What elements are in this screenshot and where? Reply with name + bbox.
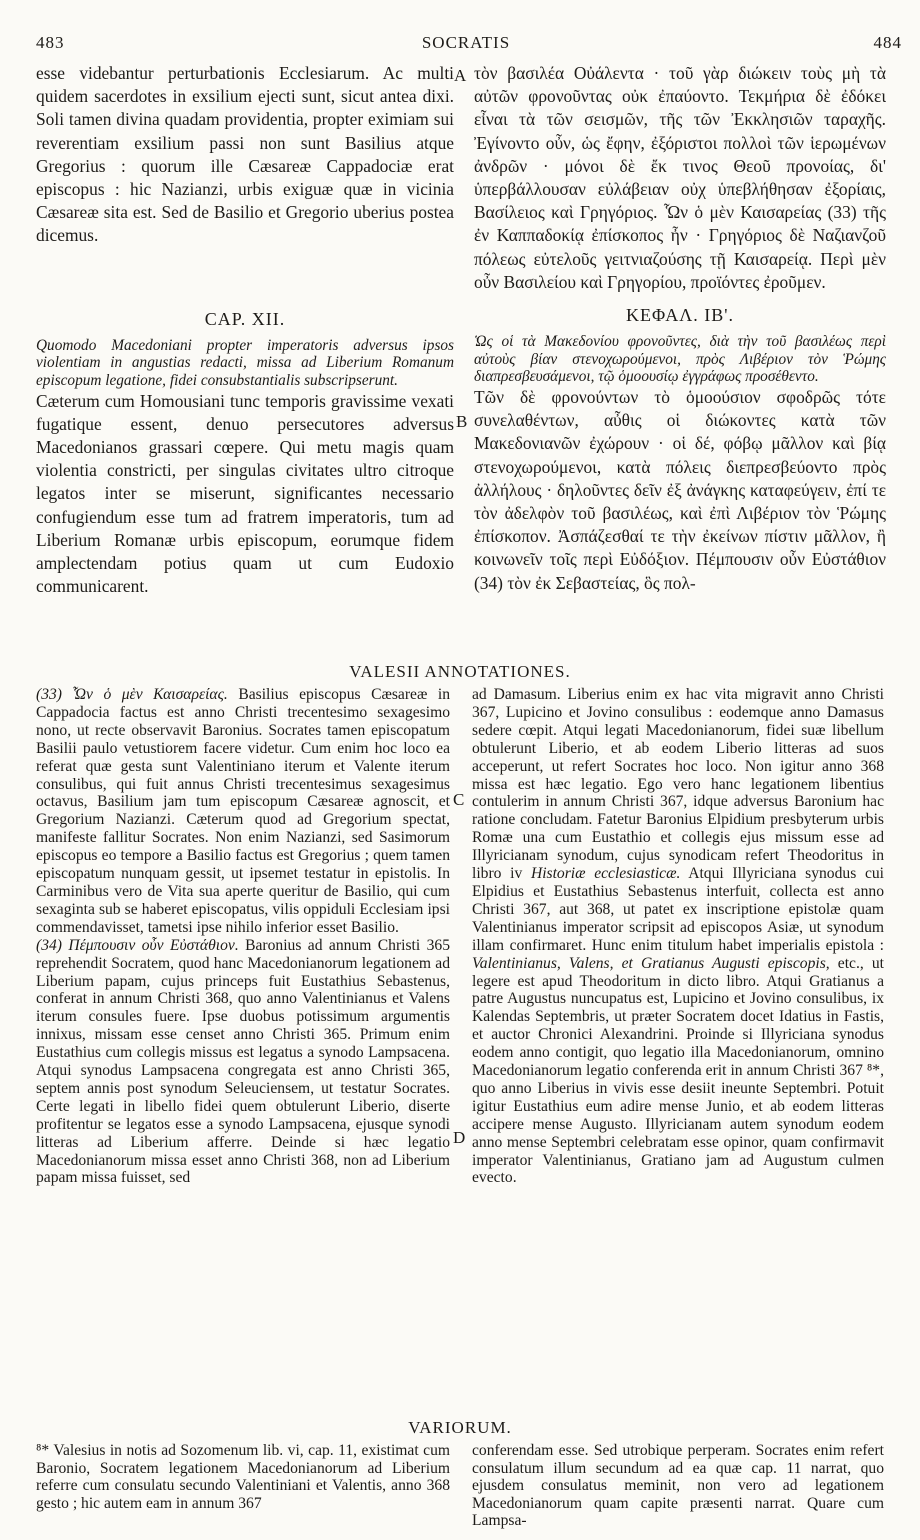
- running-title: SOCRATIS: [421, 33, 511, 52]
- annotation-33-lemma: (33) Ὧν ὁ μὲν Καισαρείας.: [36, 686, 228, 703]
- latin-paragraph-2: Cæterum cum Homousiani tunc temporis gravissime vexati fugatique essent, denuo persecutores adversus Macedonianos grassari cœpere. Qui metu magis quam violentia constricti, per singulas civitates ultro citroque legatos inter se miserunt, significantes necessario confugiendum esse tum ad fratrem imperatoris, tum ad Liberium Romanæ urbis episcopum, eorumque fidem amplectendam potius quam ut cum Eudoxio communicarent.: [36, 390, 454, 597]
- annotations-title: VALESII ANNOTATIONES.: [349, 662, 571, 681]
- page-number-left: 483: [36, 33, 65, 52]
- greek-paragraph-2: Τῶν δὲ φρονούντων τὸ ὁμοούσιον σφοδρῶς τότε συνελαθέντων, αὖθις οἱ διώκοντες κατὰ τῶν Μακεδονιανῶν ἐχώρουν · οἱ δέ, φόβῳ μᾶλλον καὶ βίᾳ στενοχωρούμενοι, κατὰ πόλεις διεπρεσβεύοντο πρὸς ἀλλήλους · δηλοῦντες δεῖν ἐξ ἀνάγκης καταφεύγειν, ἐπί τε τὸν ἀδελφὸν τοῦ βασιλέως, καὶ ἐπὶ Λιβέριον τὸν Ῥώμης ἐπίσκοπον. Ἀσπάζεσθαί τε τὴν ἐκείνων πίστιν μᾶλλον, ἢ κοινωνεῖν τοῖς περὶ Εὐδόξιον. Πέμπουσιν οὖν Εὐστάθιον (34) τὸν ἐκ Σεβαστείας, ὃς πολ-: [474, 387, 886, 593]
- margin-letter-d: D: [453, 1128, 466, 1147]
- annotations-left-column: [36, 686, 450, 1187]
- latin-column: [36, 62, 454, 598]
- annotation-34-cont-italic-2: Valentinianus, Valens, et Gratianus Augusti episcopis,: [472, 954, 830, 972]
- margin-letter-b: B: [456, 412, 468, 431]
- greek-chapter-heading: ΚΕΦΑΛ. ΙΒ'.: [625, 305, 735, 326]
- annotation-33-text: Basilius episcopus Cæsareæ in Cappadocia factus est anno Christi trecentesimo sexagesimo nono, ut recte observavit Baronius. Socrates tamen episcopatum Basilii paulo vetustiorem facere videtur. Cum enim hoc loco ea referat quæ gesta sunt Valentiniano iterum et Valente iterum consulibus, qui fuit annus Christi trecentesimus sexagesimus octavus, Basilium jam tum episcopum Cæsareæ agnoscit, et Gregorium Nazianzi. Cæterum quod ad Gregorium spectat, manifeste fallitur Socrates. Non enim Nazianzi, sed Sasimorum episcopus eo tempore a Basilio factus est Gregorius ; quem tamen episcopatum nunquam gessit, ut ipsemet testatur in epistolis. In Carminibus vero de Vita sua aperte queritur de Basilio, qui cum sexaginta sub se haberet episcopatus, vilis oppiduli Ecclesiam ipsi commendavisset, tametsi ipse nihilo inferior esset Basilio.: [36, 686, 450, 936]
- variorum-title: VARIORUM.: [408, 1418, 512, 1437]
- latin-paragraph-1: esse videbantur perturbationis Ecclesiarum. Ac multi quidem sacerdotes in exsilium ejecti sunt, sicut antea dixi. Soli tamen divina quadam providentia, propter eximiam sui reverentiam exsilium passi non sunt Basilius atque Gregorius : quorum ille Cæsareæ Cappadociæ erat episcopus : hic Nazianzi, urbis exiguæ quæ in vicinia Cæsareæ sita est. Sed de Basilio et Gregorio uberius postea dicemus.: [36, 63, 454, 246]
- variorum-left-column: ⁸* Valesius in notis ad Sozomenum lib. vi, cap. 11, existimat cum Baronio, Socratem legationem Macedonianorum ad Liberium referre cum consulatu secundo Valentiniani et Valentis, anno 368 gesto ; hic autem eam in annum 367: [36, 1442, 450, 1512]
- annotation-34-cont-italic-1: Historiæ ecclesiasticæ.: [530, 865, 681, 883]
- running-header: [30, 33, 902, 55]
- annotation-34-text: Baronius ad annum Christi 365 reprehendit Socratem, quod hanc Macedonianorum legationem ad Liberium papam, cujus princeps fuit Eustathius Sebastenus, conferat in annum Christi 368, quo anno Valentinianus et Valens iterum consules fuere. Ipse duobus potissimum argumentis innixus, missam esse censet anno Christi 365. Primum enim Eustathius cum collegis missus est legatus a synodo Lampsacena. Atqui synodus Lampsacena congregata est anno Christi 365, septem annis post synodum Seleuciensem, ut testatur Socrates. Certe legati in libello fidei quem obtulerunt Liberio, diserte profitentur se legatos esse a synodo Lampsacena, ejusque synodi litteras ad Liberium afferre. Deinde si hæc legatio Macedonianorum missa esset anno Christi 368, non ad Liberium papam missa fuisset, sed: [36, 936, 450, 1187]
- margin-letter-a: A: [454, 66, 467, 85]
- annotation-34: [36, 937, 450, 1188]
- annotation-34-lemma: (34) Πέμπουσιν οὖν Εὐστάθιον.: [36, 936, 239, 954]
- page-number-right: 484: [873, 33, 902, 52]
- annotation-34-continued: [472, 686, 884, 1187]
- variorum-right-column: conferendam esse. Sed utrobique perperam. Socrates enim refert consulatum illum secundum ad ea quæ cap. 11 narrat, quo ejusdem consulatus meminit, non vero ad legationem Macedonianorum quam capite præsenti narrat. Quare cum Lampsa-: [472, 1442, 884, 1530]
- annotation-34-cont-b: Atqui Illyriciana synodus cui Elpidius et Eustathius Sebastenus interfuit, collecta est anno Christi 367, aut 368, ut patet ex inscriptione epistolæ quam Valentinianus imperator scripsit ad episcopos Asiæ, ut synodum illam confirmaret. Hunc enim titulum habet imperialis epistola :: [472, 865, 884, 954]
- latin-chapter-heading: CAP. XII.: [204, 308, 286, 329]
- margin-letter-c: C: [453, 790, 465, 809]
- greek-chapter-summary: Ὡς οἱ τὰ Μακεδονίου φρονοῦντες, διὰ τὴν τοῦ βασιλέως περὶ αὐτοὺς βίαν στενοχωρούμενοι, πρὸς Λιβέριον τὸν Ῥώμης διαπρεσβευσάμενοι, τῷ ὁμοουσίῳ ἐγγράφως προσέθεντο.: [474, 333, 886, 386]
- latin-chapter-summary: Quomodo Macedoniani propter imperatoris adversus ipsos violentiam in angustias redacti, missa ad Liberium Romanum episcopum legatione, fidei consubstantialis subscripserunt.: [36, 336, 454, 390]
- greek-paragraph-1: τὸν βασιλέα Οὐάλεντα · τοῦ γὰρ διώκειν τοὺς μὴ τὰ αὐτῶν φρονοῦντας οὐκ ἐπαύοντο. Τεκμήρια δὲ ἐδόκει εἶναι τὰ τῶν σεισμῶν, τῆς τῶν Ἐκκλησιῶν ταραχῆς. Ἐγίνοντο οὖν, ὡς ἔφην, ἐξόριστοι πολλοὶ τῶν ἱερωμένων ἀνδρῶν · μόνοι δὲ ἔκ τινος Θεοῦ προνοίας, δι' ὑπερβάλλουσαν εὐλάβειαν οὐχ ὑπεβλήθησαν ἐξορίαις, Βασίλειος καὶ Γρηγόριος. Ὧν ὁ μὲν Καισαρείας (33) τῆς ἐν Καππαδοκίᾳ ἐπίσκοπος ἦν · Γρηγόριος δὲ Ναζιανζοῦ πόλεως εὐτελοῦς γειτνιαζούσης τῇ Καισαρείᾳ. Περὶ μὲν οὖν Βασιλείου καὶ Γρηγορίου, προϊόντες ἐροῦμεν.: [474, 63, 886, 292]
- greek-column: [474, 62, 886, 595]
- annotation-33: [36, 686, 450, 937]
- annotation-34-cont-c: etc., ut legere est apud Theodoritum in dicto libro. Atqui Gratianus a patre Augustus nuncupatus est, Lupicino et Jovino consulibus, ix Kalendas Septembris, ut præter Socratem docet Idatius in Fastis, et auctor Chronici Alexandrini. Proinde si Illyriciana synodus eodem anno contigit, quo legatio illa Macedonianorum, omnino Macedonianorum legatio conferenda erit in annum Christi 367 ⁸*, quo anno Liberius in vivis esse desiit ineunte Septembri. Potuit igitur Eustathius eum adire mense Junio, et ab eodem litteras accipere mense Augusto. Illyricianam autem synodum eodem anno mense Septembri celebratam esse opinor, quam confirmavit imperator Valentinianus, Gratiano jam ad Augustum culmen evecto.: [472, 954, 884, 1187]
- annotation-34-cont-a: ad Damasum. Liberius enim ex hac vita migravit anno Christi 367, Lupicino et Jovino consulibus : eodemque anno Damasus sedere cœpit. Atqui legati Macedonianorum, fidei suæ libellum obtulerunt Liberio, et ab eodem Liberio litteras ad suos acceperunt, ut refert Socrates hoc loco. Non igitur anno 368 missa est hæc legatio. Ego vero hanc legationem libentius contulerim in annum Christi 367, idque adversus Baronium hac ratione concludam. Fatetur Baronius Elpidium presbyterum urbis Romæ una cum Eustathio et collegis ejus missum esse ad Illyricianam synodum, cujus synodicam refert Theodoritus in libro iv: [472, 686, 884, 883]
- annotations-right-column: [472, 686, 884, 1187]
